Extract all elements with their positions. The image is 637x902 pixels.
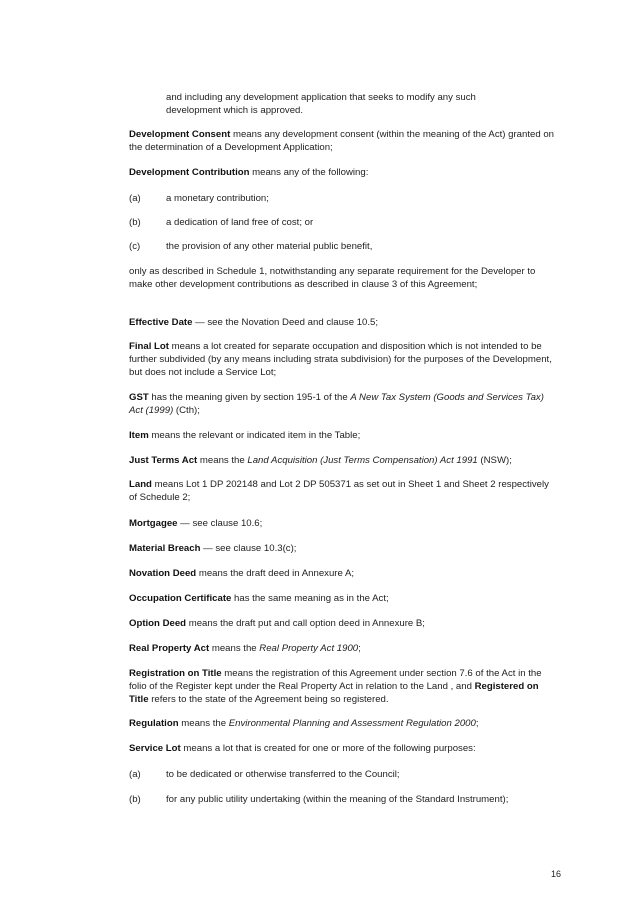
definition-contribution-tail: only as described in Schedule 1, notwithstanding any separate requirement for the Developer to make other development contributions as described in clause 3 of this Agreement; xyxy=(129,266,536,291)
definition-material-breach: Material Breach — see clause 10.3(c); xyxy=(129,543,297,554)
definition-occupation-certificate: Occupation Certificate has the same meaning as in the Act; xyxy=(129,593,389,604)
definition-option-deed: Option Deed means the draft put and call option deed in Annexure B; xyxy=(129,618,425,629)
definition-development-contribution: Development Contribution means any of the following: xyxy=(129,167,369,178)
definition-real-property-act: Real Property Act means the Real Property Act 1900; xyxy=(129,643,361,654)
definition-novation-deed: Novation Deed means the draft deed in Annexure A; xyxy=(129,568,355,579)
page-number: 16 xyxy=(551,869,562,879)
definition-item: Item means the relevant or indicated item in the Table; xyxy=(129,430,361,441)
definition-just-terms-act: Just Terms Act means the Land Acquisition (Just Terms Compensation) Act 1991 (NSW); xyxy=(129,455,512,466)
definition-development-consent: Development Consent means any development consent (within the meaning of the Act) granted on the determination of a Development Application; xyxy=(129,129,555,154)
definition-service-lot: Service Lot means a lot that is created for one or more of the following purposes: xyxy=(129,743,476,754)
definition-gst: GST has the meaning given by section 195-1 of the A New Tax System (Goods and Services Tax) Act (1999) (Cth); xyxy=(129,392,544,417)
definition-land: Land means Lot 1 DP 202148 and Lot 2 DP 505371 as set out in Sheet 1 and Sheet 2 respectively of Schedule 2; xyxy=(129,479,549,504)
definition-registration-on-title: Registration on Title means the registration of this Agreement under section 7.6 of the Act in the folio of the Register kept under the Real Property Act in relation to the Land , and Registered on Title refers to the state of the Agreement being so registered. xyxy=(129,668,542,706)
intro-paragraph: and including any development application that seeks to modify any such development which is approved. xyxy=(166,92,476,117)
definition-regulation: Regulation means the Environmental Planning and Assessment Regulation 2000; xyxy=(129,718,479,729)
definition-final-lot: Final Lot means a lot created for separate occupation and disposition which is not intended to be further subdivided (by any means including strata subdivision) for the purposes of the Development, but does not include a Service Lot; xyxy=(129,341,552,379)
definition-effective-date: Effective Date — see the Novation Deed and clause 10.5; xyxy=(129,317,379,328)
definition-mortgagee: Mortgagee — see clause 10.6; xyxy=(129,518,263,529)
